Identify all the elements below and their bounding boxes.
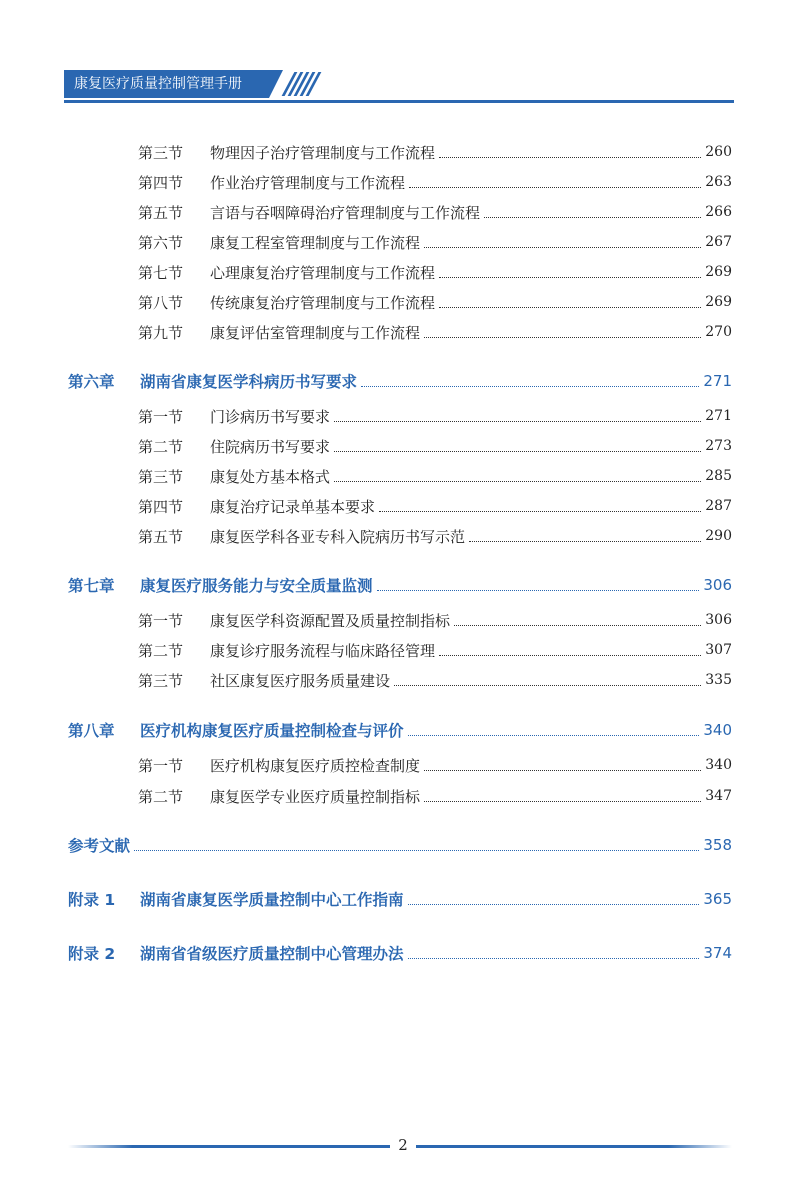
chapter-number: 第六章 <box>68 373 115 391</box>
dot-leader <box>424 337 701 338</box>
dot-leader <box>439 157 701 158</box>
section-number: 第一节 <box>138 611 184 630</box>
section-number: 第一节 <box>138 756 184 775</box>
dot-leader <box>439 277 701 278</box>
section-page: 270 <box>705 324 732 340</box>
toc-section-entry[interactable] <box>138 434 732 458</box>
toc-section-entry[interactable] <box>138 140 732 164</box>
appendix-number: 附录 2 <box>68 945 116 963</box>
dot-leader <box>484 217 701 218</box>
toc-section-entry[interactable] <box>138 784 732 808</box>
dot-leader <box>408 735 700 736</box>
toc-section-entry[interactable] <box>138 524 732 548</box>
running-header <box>64 70 734 104</box>
section-page: 347 <box>705 788 732 804</box>
dot-leader <box>454 625 701 626</box>
toc-section-entry[interactable] <box>138 200 732 224</box>
dot-leader <box>424 247 701 248</box>
book-title: 康复医疗质量控制管理手册 <box>64 70 269 98</box>
chapter-number: 第七章 <box>68 577 115 595</box>
section-title: 物理因子治疗管理制度与工作流程 <box>210 143 436 162</box>
dot-leader <box>134 850 699 851</box>
toc-appendix-entry[interactable] <box>68 887 732 911</box>
section-page: 306 <box>705 612 732 628</box>
section-title: 门诊病历书写要求 <box>210 407 331 426</box>
toc-section-entry[interactable] <box>138 494 732 518</box>
section-title: 康复医学科各亚专科入院病历书写示范 <box>210 527 466 546</box>
section-page: 273 <box>705 438 732 454</box>
toc-chapter-entry[interactable] <box>68 718 732 742</box>
chapter-page: 306 <box>703 576 732 594</box>
toc-section-entry[interactable] <box>138 290 732 314</box>
toc-section-entry[interactable] <box>138 668 732 692</box>
toc-section-entry[interactable] <box>138 260 732 284</box>
section-page: 267 <box>705 234 732 250</box>
section-title: 康复治疗记录单基本要求 <box>210 497 376 516</box>
toc-chapter-entry[interactable] <box>68 573 732 597</box>
section-number: 第五节 <box>138 527 184 546</box>
header-slash-decoration <box>288 72 328 96</box>
section-title: 住院病历书写要求 <box>210 437 331 456</box>
chapter-title: 康复医疗服务能力与安全质量监测 <box>140 577 373 595</box>
section-title: 康复工程室管理制度与工作流程 <box>210 233 421 252</box>
section-title: 心理康复治疗管理制度与工作流程 <box>210 263 436 282</box>
toc-section-entry[interactable] <box>138 753 732 777</box>
section-number: 第三节 <box>138 671 184 690</box>
section-title: 作业治疗管理制度与工作流程 <box>210 173 406 192</box>
page-number: 2 <box>398 1136 408 1154</box>
section-number: 第三节 <box>138 467 184 486</box>
section-number: 第五节 <box>138 203 184 222</box>
dot-leader <box>379 511 701 512</box>
dot-leader <box>439 655 701 656</box>
section-title: 医疗机构康复医疗质控检查制度 <box>210 756 421 775</box>
section-title: 康复医学科资源配置及质量控制指标 <box>210 611 451 630</box>
dot-leader <box>334 421 701 422</box>
section-title: 康复医学专业医疗质量控制指标 <box>210 787 421 806</box>
section-page: 263 <box>705 174 732 190</box>
toc-appendix-entry[interactable] <box>68 941 732 965</box>
appendix-title: 湖南省省级医疗质量控制中心管理办法 <box>140 945 404 963</box>
dot-leader <box>469 541 701 542</box>
toc-section-entry[interactable] <box>138 608 732 632</box>
dot-leader <box>424 801 701 802</box>
toc-section-entry[interactable] <box>138 464 732 488</box>
section-number: 第九节 <box>138 323 184 342</box>
dot-leader <box>334 451 701 452</box>
section-page: 269 <box>705 264 732 280</box>
chapter-title: 医疗机构康复医疗质量控制检查与评价 <box>140 722 404 740</box>
toc-section-entry[interactable] <box>138 170 732 194</box>
toc-references-entry[interactable] <box>68 833 732 857</box>
section-page: 290 <box>705 528 732 544</box>
appendix-page: 365 <box>703 890 732 908</box>
section-page: 287 <box>705 498 732 514</box>
dot-leader <box>409 187 701 188</box>
section-number: 第七节 <box>138 263 184 282</box>
section-number: 第二节 <box>138 641 184 660</box>
section-number: 第四节 <box>138 497 184 516</box>
footer-rule-left <box>68 1145 390 1148</box>
dot-leader <box>408 958 700 959</box>
section-number: 第四节 <box>138 173 184 192</box>
section-title: 言语与吞咽障碍治疗管理制度与工作流程 <box>210 203 481 222</box>
dot-leader <box>334 481 701 482</box>
references-page: 358 <box>703 836 732 854</box>
section-page: 335 <box>705 672 732 688</box>
section-number: 第八节 <box>138 293 184 312</box>
appendix-number: 附录 1 <box>68 891 116 909</box>
toc-section-entry[interactable] <box>138 230 732 254</box>
section-page: 260 <box>705 144 732 160</box>
toc-chapter-entry[interactable] <box>68 369 732 393</box>
section-title: 社区康复医疗服务质量建设 <box>210 671 391 690</box>
dot-leader <box>439 307 701 308</box>
references-title: 参考文献 <box>68 837 131 855</box>
section-page: 271 <box>705 408 732 424</box>
dot-leader <box>377 590 700 591</box>
chapter-page: 271 <box>703 372 732 390</box>
header-rule <box>64 100 734 103</box>
chapter-page: 340 <box>703 721 732 739</box>
chapter-title: 湖南省康复医学科病历书写要求 <box>140 373 358 391</box>
appendix-page: 374 <box>703 944 732 962</box>
section-page: 266 <box>705 204 732 220</box>
section-page: 307 <box>705 642 732 658</box>
toc-section-entry[interactable] <box>138 638 732 662</box>
appendix-title: 湖南省康复医学质量控制中心工作指南 <box>140 891 404 909</box>
toc-section-entry[interactable] <box>138 320 732 344</box>
dot-leader <box>408 904 700 905</box>
section-title: 康复评估室管理制度与工作流程 <box>210 323 421 342</box>
section-number: 第二节 <box>138 437 184 456</box>
section-title: 康复诊疗服务流程与临床路径管理 <box>210 641 436 660</box>
footer-rule-right <box>416 1145 732 1148</box>
section-number: 第一节 <box>138 407 184 426</box>
section-title: 康复处方基本格式 <box>210 467 331 486</box>
section-page: 340 <box>705 757 732 773</box>
section-number: 第二节 <box>138 787 184 806</box>
dot-leader <box>424 770 701 771</box>
dot-leader <box>394 685 701 686</box>
dot-leader <box>361 386 699 387</box>
chapter-number: 第八章 <box>68 722 115 740</box>
toc-section-entry[interactable] <box>138 404 732 428</box>
section-number: 第三节 <box>138 143 184 162</box>
section-page: 285 <box>705 468 732 484</box>
section-title: 传统康复治疗管理制度与工作流程 <box>210 293 436 312</box>
section-page: 269 <box>705 294 732 310</box>
section-number: 第六节 <box>138 233 184 252</box>
